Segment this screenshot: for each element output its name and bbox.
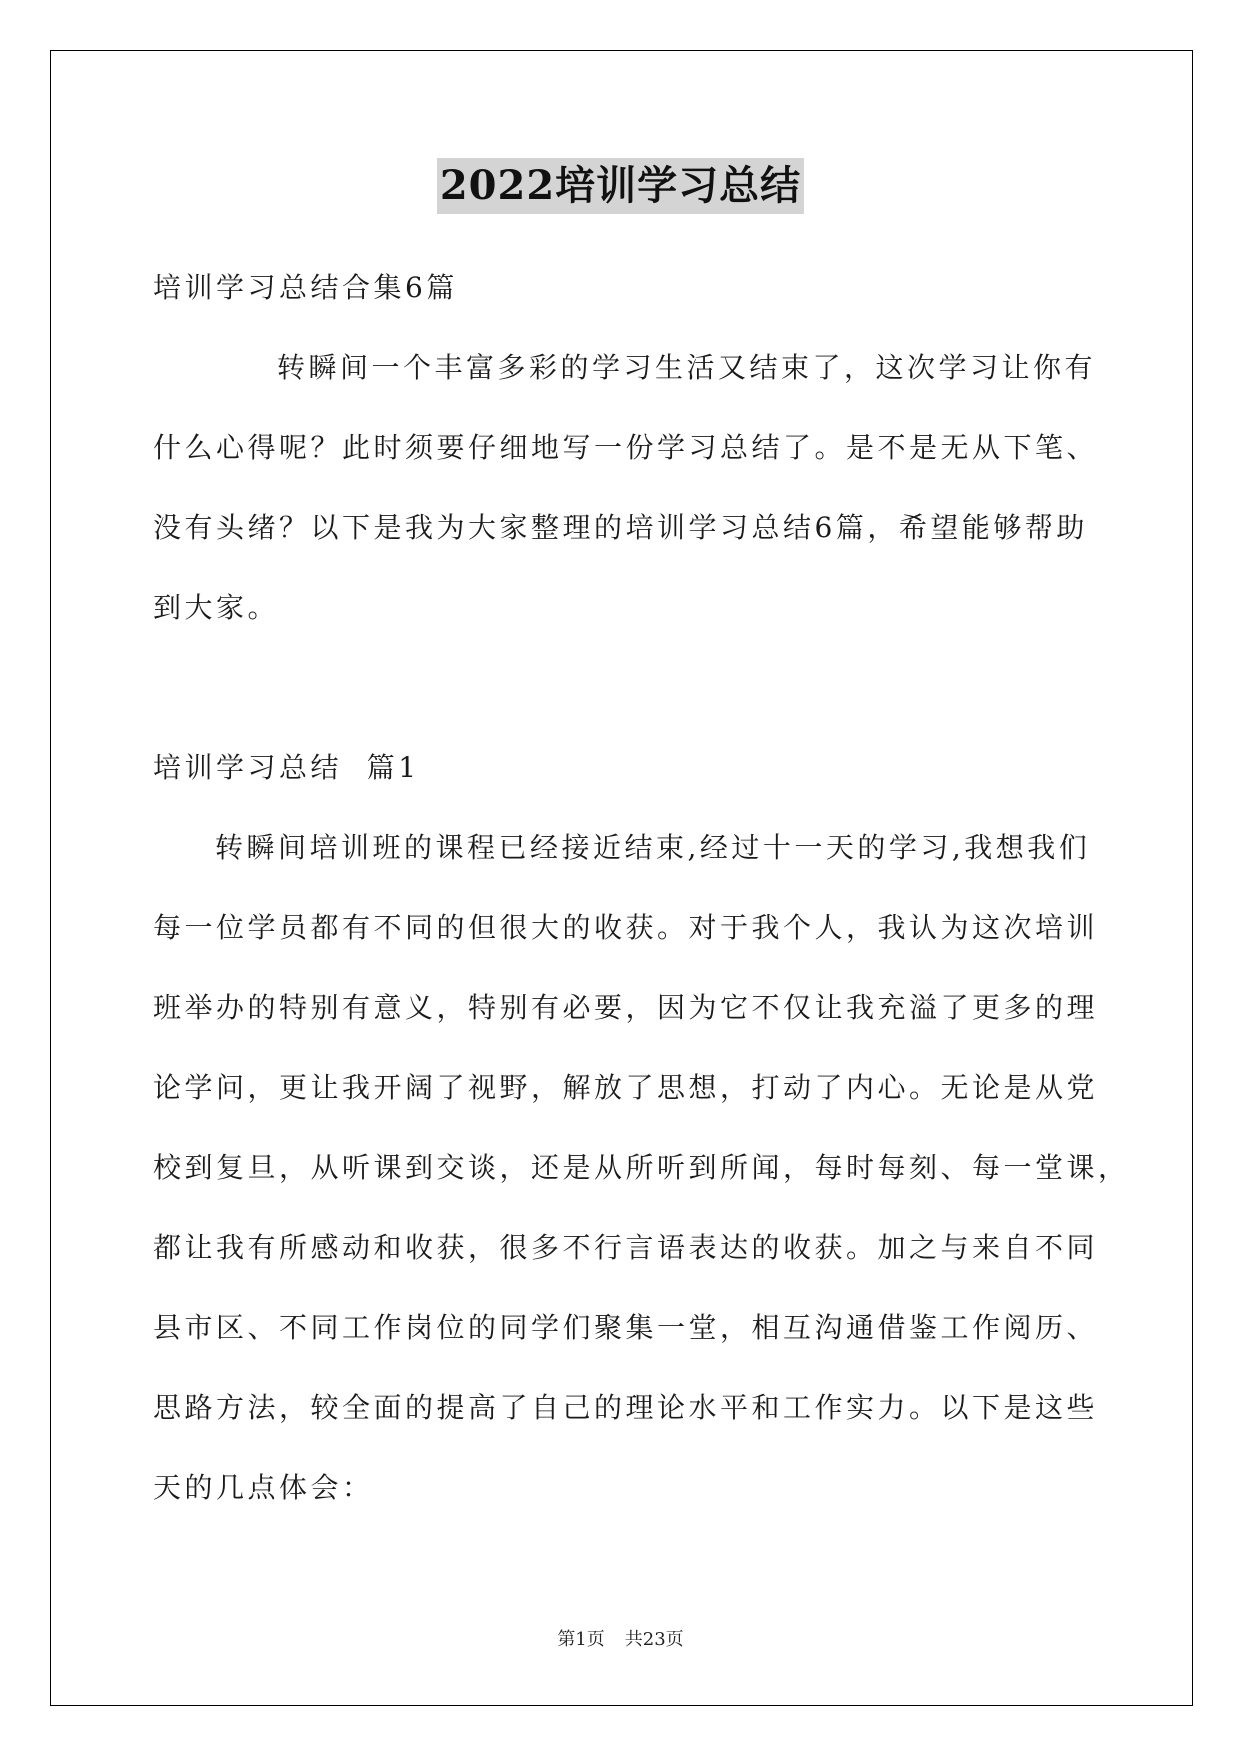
document-body <box>153 248 1130 1528</box>
paragraph-gap <box>153 648 1088 728</box>
body-line: 都让我有所感动和收获，很多不行言语表达的收获。加之与来自不同 <box>153 1231 1099 1264</box>
body-line: 每一位学员都有不同的但很大的收获。对于我个人，我认为这次培训 <box>153 911 1099 944</box>
page-total: 共23页 <box>624 1629 684 1650</box>
document-title: 2022培训学习总结 <box>437 158 804 214</box>
page-number: 第1页 <box>557 1629 605 1650</box>
title-container <box>0 158 1241 214</box>
body-line: 思路方法，较全面的提高了自己的理论水平和工作实力。以下是这些 <box>153 1391 1099 1424</box>
body-line: 班举办的特别有意义，特别有必要，因为它不仅让我充溢了更多的理 <box>153 991 1099 1024</box>
body-line: 校到复旦，从听课到交谈，还是从所听到所闻，每时每刻、每一堂课， <box>153 1151 1130 1184</box>
subtitle: 培训学习总结合集6篇 <box>153 271 458 304</box>
intro-line: 转瞬间一个丰富多彩的学习生活又结束了，这次学习让你有 <box>277 351 1097 384</box>
page-footer <box>0 1628 1241 1652</box>
body-line: 转瞬间培训班的课程已经接近结束,经过十一天的学习,我想我们 <box>215 831 1091 864</box>
body-line: 县市区、不同工作岗位的同学们聚集一堂，相互沟通借鉴工作阅历、 <box>153 1311 1099 1344</box>
intro-line: 没有头绪？以下是我为大家整理的培训学习总结6篇，希望能够帮助 <box>153 511 1088 544</box>
intro-line: 到大家。 <box>153 591 280 624</box>
section-heading: 培训学习总结 篇1 <box>153 751 420 784</box>
intro-line: 什么心得呢？此时须要仔细地写一份学习总结了。是不是无从下笔、 <box>153 431 1099 464</box>
body-line: 论学问，更让我开阔了视野，解放了思想，打动了内心。无论是从党 <box>153 1071 1099 1104</box>
body-line: 天的几点体会： <box>153 1471 374 1504</box>
